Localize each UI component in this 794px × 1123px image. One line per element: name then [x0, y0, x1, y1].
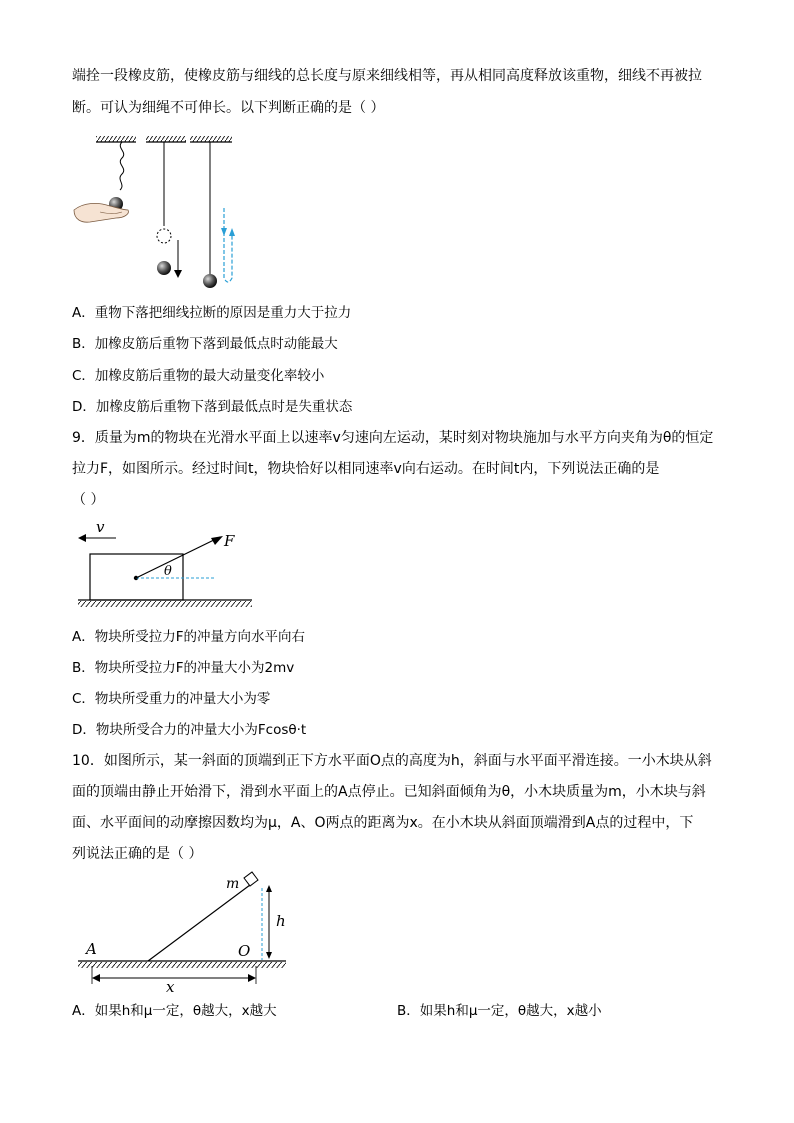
- mass-label: m: [226, 876, 240, 892]
- q9-stem-line-1: 9．质量为m的物块在光滑水平面上以速率v匀速向左运动，某时刻对物块施加与水平方向夹角为θ的恒定: [72, 430, 714, 446]
- q10-option-a: A．如果h和μ一定，θ越大，x越大: [72, 1003, 277, 1019]
- q9-stem-line-2: 拉力F，如图所示。经过时间t，物块恰好以相同速率v向右运动。在时间t内，下列说法正确的是: [72, 461, 660, 477]
- q8-option-b: B．加橡皮筋后重物下落到最低点时动能最大: [72, 336, 338, 352]
- q8-stem-line-1: 端拴一段橡皮筋，使橡皮筋与细线的总长度与原来细线相等，再从相同高度释放该重物，细线不再被拉: [72, 68, 702, 84]
- q8-option-c: C．加橡皮筋后重物的最大动量变化率较小: [72, 368, 325, 384]
- q8-option-a: A．重物下落把细线拉断的原因是重力大于拉力: [72, 305, 352, 321]
- q10-stem-line-4: 列说法正确的是（ ）: [72, 846, 203, 862]
- angle-label: θ: [164, 564, 172, 579]
- point-a-label: A: [86, 940, 97, 958]
- q9-stem-line-3: （ ）: [72, 492, 105, 508]
- q10-stem-line-2: 面的顶端由静止开始滑下，滑到水平面上的A点停止。已知斜面倾角为θ，小木块质量为m，小木块与斜: [72, 784, 706, 800]
- q9-option-d: D．物块所受合力的冲量大小为Fcosθ·t: [72, 722, 307, 738]
- q9-option-b: B．物块所受拉力F的冲量大小为2mv: [72, 660, 295, 676]
- q9-option-c: C．物块所受重力的冲量大小为零: [72, 691, 271, 707]
- q10-figure: [70, 868, 300, 994]
- rubber-band-pendulum: [203, 142, 235, 288]
- force-label: F: [224, 532, 235, 550]
- ceiling-supports: [96, 136, 232, 142]
- wood-block: [244, 872, 258, 886]
- point-o-label: O: [238, 942, 251, 960]
- breaking-string-pendulum: [157, 142, 182, 278]
- q10-stem-line-1: 10．如图所示，某一斜面的顶端到正下方水平面O点的高度为h，斜面与水平面平滑连接。一小木块从斜: [72, 753, 712, 769]
- q10-stem-line-3: 面、水平面间的动摩擦因数均为μ，A、O两点的距离为x。在小木块从斜面顶端滑到A点的过程中，下: [72, 815, 694, 831]
- q8-stem-line-2: 断。可认为细绳不可伸长。以下判断正确的是（ ）: [72, 100, 385, 116]
- q8-figure: [70, 128, 260, 296]
- slack-string-pendulum: [74, 142, 128, 222]
- distance-label: x: [166, 978, 175, 994]
- q9-option-a: A．物块所受拉力F的冲量方向水平向右: [72, 629, 305, 645]
- q8-option-d: D．加橡皮筋后重物下落到最低点时是失重状态: [72, 399, 353, 415]
- q10-option-b: B．如果h和μ一定，θ越大，x越小: [397, 1003, 602, 1019]
- q9-figure: [70, 512, 270, 616]
- height-label: h: [276, 912, 286, 930]
- velocity-label: v: [96, 518, 105, 536]
